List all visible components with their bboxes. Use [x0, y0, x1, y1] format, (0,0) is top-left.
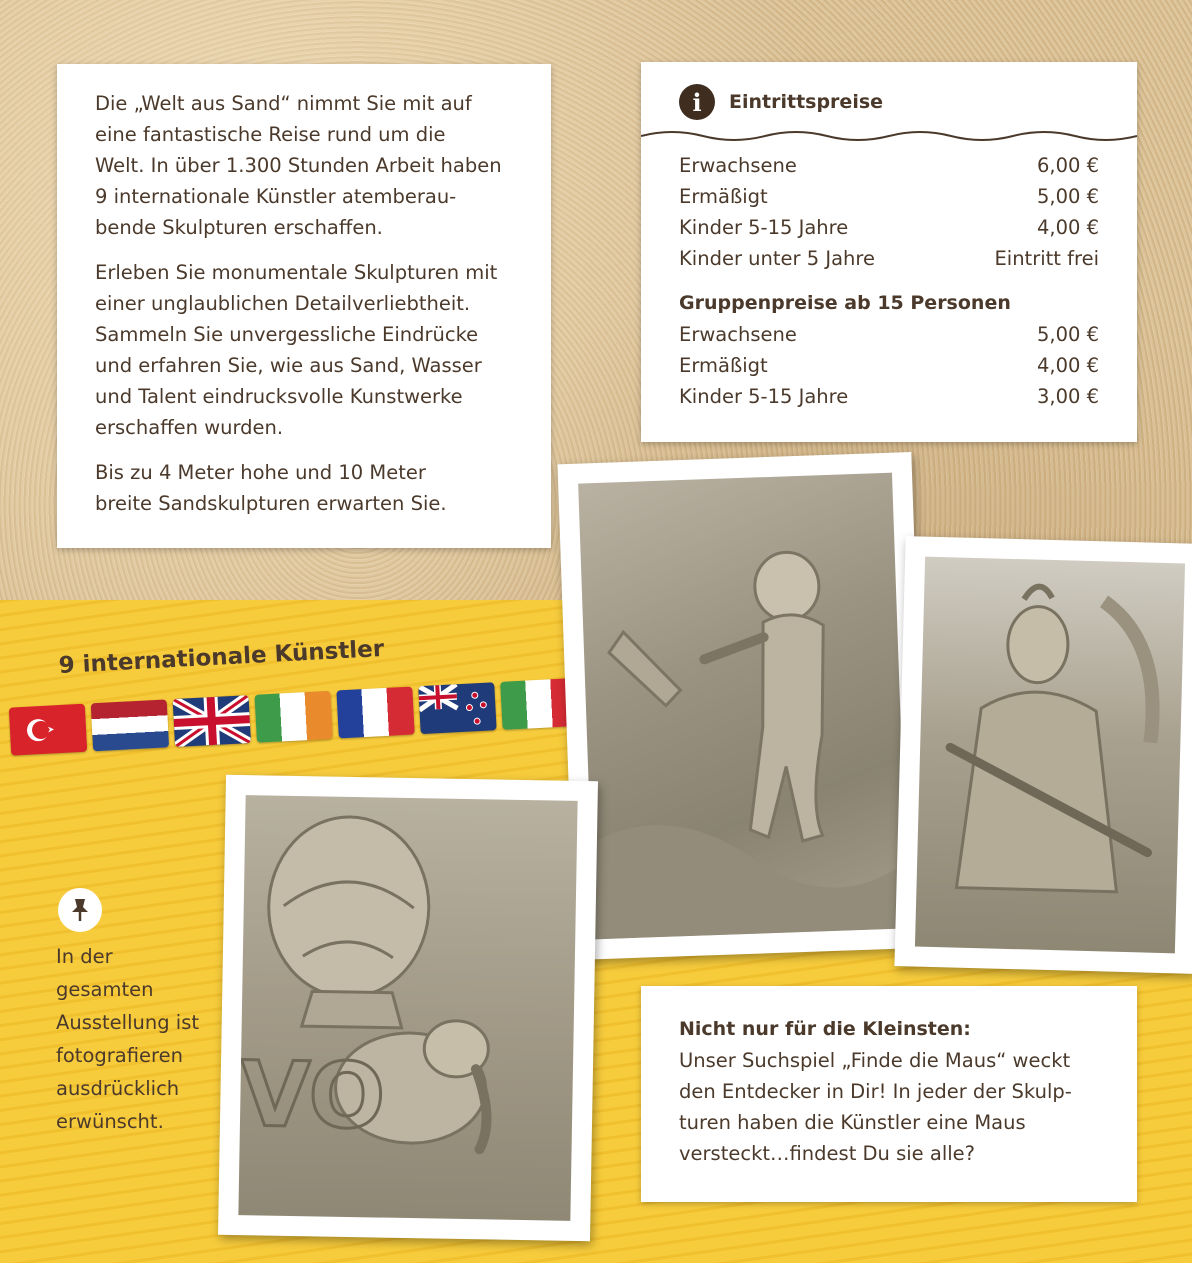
artists-ribbon: [0, 586, 589, 796]
price-value: 6,00 €: [1036, 154, 1099, 177]
kids-body: Unser Suchspiel „Finde die Maus“ weckt den Entdecker in Dir! In jeder der Skulp- turen haben die Künstler eine Maus versteckt…findest Du sie alle?: [679, 1049, 1072, 1165]
ireland-flag: [254, 691, 332, 743]
group-prices-title: Gruppenpreise ab 15 Personen: [679, 292, 1011, 314]
price-label: Erwachsene: [679, 323, 797, 346]
samurai-sculpture-photo: [894, 536, 1192, 974]
kids-title: Nicht nur für die Kleinsten:: [679, 1018, 971, 1040]
artists-title: 9 internationale Künstler: [58, 635, 385, 679]
price-row: [679, 243, 1099, 274]
intro-card: [57, 64, 551, 548]
price-label: Kinder 5-15 Jahre: [679, 385, 849, 408]
info-icon: i: [679, 84, 715, 120]
flag-row: [9, 678, 579, 756]
price-value: 4,00 €: [1036, 354, 1099, 377]
photo-note: In der gesamten Ausstellung ist fotografieren ausdrücklich erwünscht.: [56, 945, 200, 1133]
price-row: [679, 212, 1099, 243]
netherlands-flag: [91, 699, 169, 751]
price-value: 5,00 €: [1036, 323, 1099, 346]
pushpin-icon: [58, 888, 102, 932]
united-kingdom-flag: [173, 695, 251, 747]
group-price-row: [679, 350, 1099, 381]
price-table: [679, 150, 1099, 412]
intro-paragraph-1: Die „Welt aus Sand“ nimmt Sie mit auf eine fantastische Reise rund um die Welt. In über 1.300 Stunden Arbeit haben 9 internationale Künstler atemberau- bende Skulpturen erschaffen.: [95, 92, 502, 239]
astronaut-sculpture-photo: [557, 452, 928, 960]
price-value: Eintritt frei: [994, 247, 1099, 270]
price-value: 4,00 €: [1036, 216, 1099, 239]
group-price-row: [679, 319, 1099, 350]
elephant-balloon-sculpture-photo: [218, 775, 598, 1241]
prices-title: Eintrittspreise: [729, 91, 884, 113]
intro-paragraph-2: Erleben Sie monumentale Skulpturen mit einer unglaublichen Detailverliebtheit. Sammeln Sie unvergessliche Eindrücke und erfahren Sie, wie aus Sand, Wasser und Talent eindrucksvolle Kunstwerke erschaffen wurden.: [95, 261, 498, 439]
prices-header: [679, 82, 883, 122]
price-label: Ermäßigt: [679, 354, 768, 377]
price-label: Kinder 5-15 Jahre: [679, 216, 849, 239]
svg-text:VO: VO: [239, 1042, 386, 1150]
prices-card: [641, 62, 1137, 442]
wave-divider: [641, 126, 1137, 144]
price-value: 5,00 €: [1036, 185, 1099, 208]
price-label: Kinder unter 5 Jahre: [679, 247, 875, 270]
group-price-row: [679, 381, 1099, 412]
price-value: 3,00 €: [1036, 385, 1099, 408]
price-label: Erwachsene: [679, 154, 797, 177]
price-label: Ermäßigt: [679, 185, 768, 208]
france-flag: [336, 687, 414, 739]
kids-card: [641, 986, 1137, 1202]
price-row: [679, 150, 1099, 181]
new-zealand-flag: [418, 682, 496, 734]
price-row: [679, 181, 1099, 212]
turkey-flag: [9, 704, 87, 756]
intro-paragraph-3: Bis zu 4 Meter hohe und 10 Meter breite Sandskulpturen erwarten Sie.: [95, 461, 447, 515]
